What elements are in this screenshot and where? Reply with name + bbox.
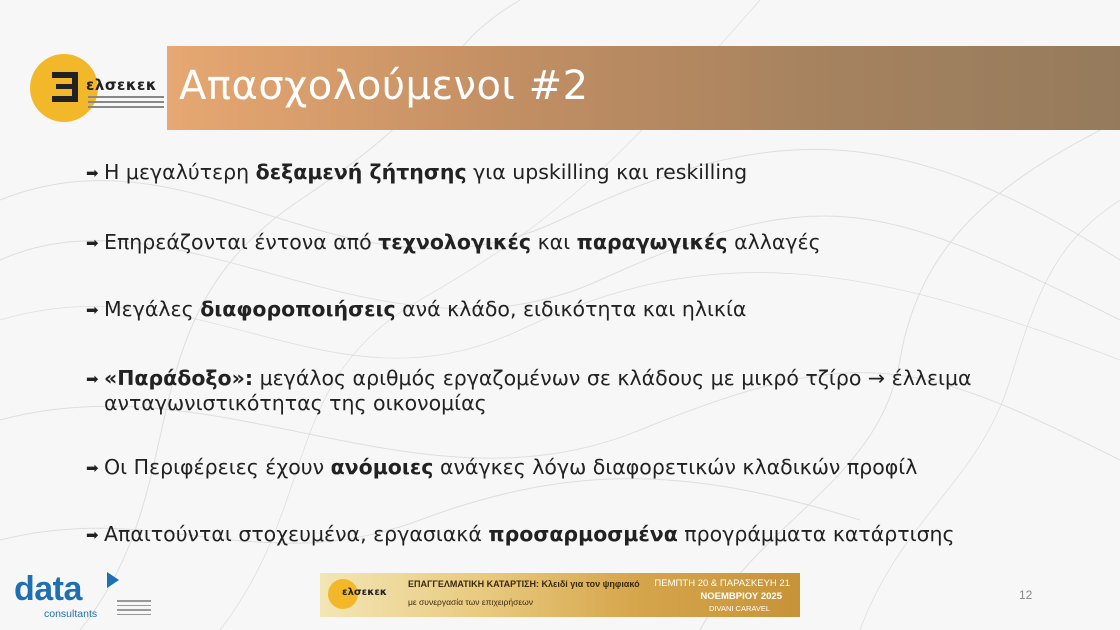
arrow-bullet-icon: ➡	[86, 234, 99, 252]
logo-subtitle-lines	[88, 96, 164, 111]
bullet-text: Επηρεάζονται έντονα από	[104, 230, 379, 254]
data-logo-lines	[117, 600, 151, 618]
bullet-bold: τεχνολογικές	[378, 230, 532, 254]
bullet-item	[86, 455, 917, 480]
bullet-bold: προσαρμοσμένα	[488, 522, 678, 546]
bullet-item	[86, 366, 972, 415]
bullet-bold: ανόμοιες	[330, 455, 434, 479]
bullet-item	[86, 522, 955, 547]
banner-logo-text: ελσεκεκ	[342, 587, 388, 598]
bullet-text: ανά κλάδο, ειδικότητα και ηλικία	[395, 297, 747, 321]
bullet-text: για upskilling και reskilling	[466, 160, 748, 184]
bullet-text: προγράμματα κατάρτισης	[677, 522, 955, 546]
bullet-bold: διαφοροποιήσεις	[200, 297, 396, 321]
data-arrow-icon	[107, 572, 119, 588]
bullet-bold: παραγωγικές	[576, 230, 728, 254]
bullet-text: αλλαγές	[727, 230, 821, 254]
bullet-item	[86, 160, 747, 185]
bullet-text: Η μεγαλύτερη	[104, 160, 256, 184]
arrow-bullet-icon: ➡	[86, 459, 99, 477]
banner-venue: DIVANI CARAVEL	[709, 604, 770, 613]
bullet-item	[86, 230, 821, 255]
bullet-text: Οι Περιφέρειες έχουν	[104, 455, 331, 479]
arrow-bullet-icon: ➡	[86, 526, 99, 544]
arrow-bullet-icon: ➡	[86, 301, 99, 319]
bullet-text: Μεγάλες	[104, 297, 201, 321]
elsekek-logo	[30, 52, 165, 124]
arrow-bullet-icon: ➡	[86, 164, 99, 182]
logo-text: ελσεκεκ	[86, 76, 158, 94]
banner-month: ΝΟΕΜΒΡΙΟΥ 2025	[700, 591, 782, 602]
bullet-bold: «Παράδοξο»:	[104, 366, 254, 390]
title-bar	[167, 46, 1120, 130]
data-logo-word: data	[14, 570, 82, 608]
arrow-bullet-icon: ➡	[86, 370, 99, 388]
data-logo-subtitle: consultants	[44, 608, 98, 620]
banner-subtitle: με συνεργασία των επιχειρήσεων	[408, 597, 534, 607]
banner-title: ΕΠΑΓΓΕΛΜΑΤΙΚΗ ΚΑΤΑΡΤΙΣΗ: Κλειδί για τον ψηφιακό	[408, 579, 640, 589]
bullet-text: μεγάλος αριθμός εργαζομένων σε κλάδους με μικρό τζίρο → έλλειμα	[253, 366, 972, 390]
bullet-text: και	[531, 230, 577, 254]
bullet-text: ανάγκες λόγω διαφορετικών κλαδικών προφίλ	[433, 455, 918, 479]
event-banner	[320, 573, 800, 617]
bullet-item	[86, 297, 746, 322]
banner-dates: ΠΕΜΠΤΗ 20 & ΠΑΡΑΣΚΕΥΗ 21	[654, 578, 790, 589]
data-consultants-logo	[14, 570, 144, 622]
bullet-bold: δεξαμενή ζήτησης	[255, 160, 467, 184]
page-number: 12	[1019, 588, 1033, 602]
logo-e-mark	[52, 72, 78, 102]
bullet-text: Απαιτούνται στοχευμένα, εργασιακά	[104, 522, 489, 546]
page-title: Απασχολούμενοι #2	[179, 63, 589, 109]
bullet-continuation: ανταγωνιστικότητας της οικονομίας	[104, 391, 487, 415]
